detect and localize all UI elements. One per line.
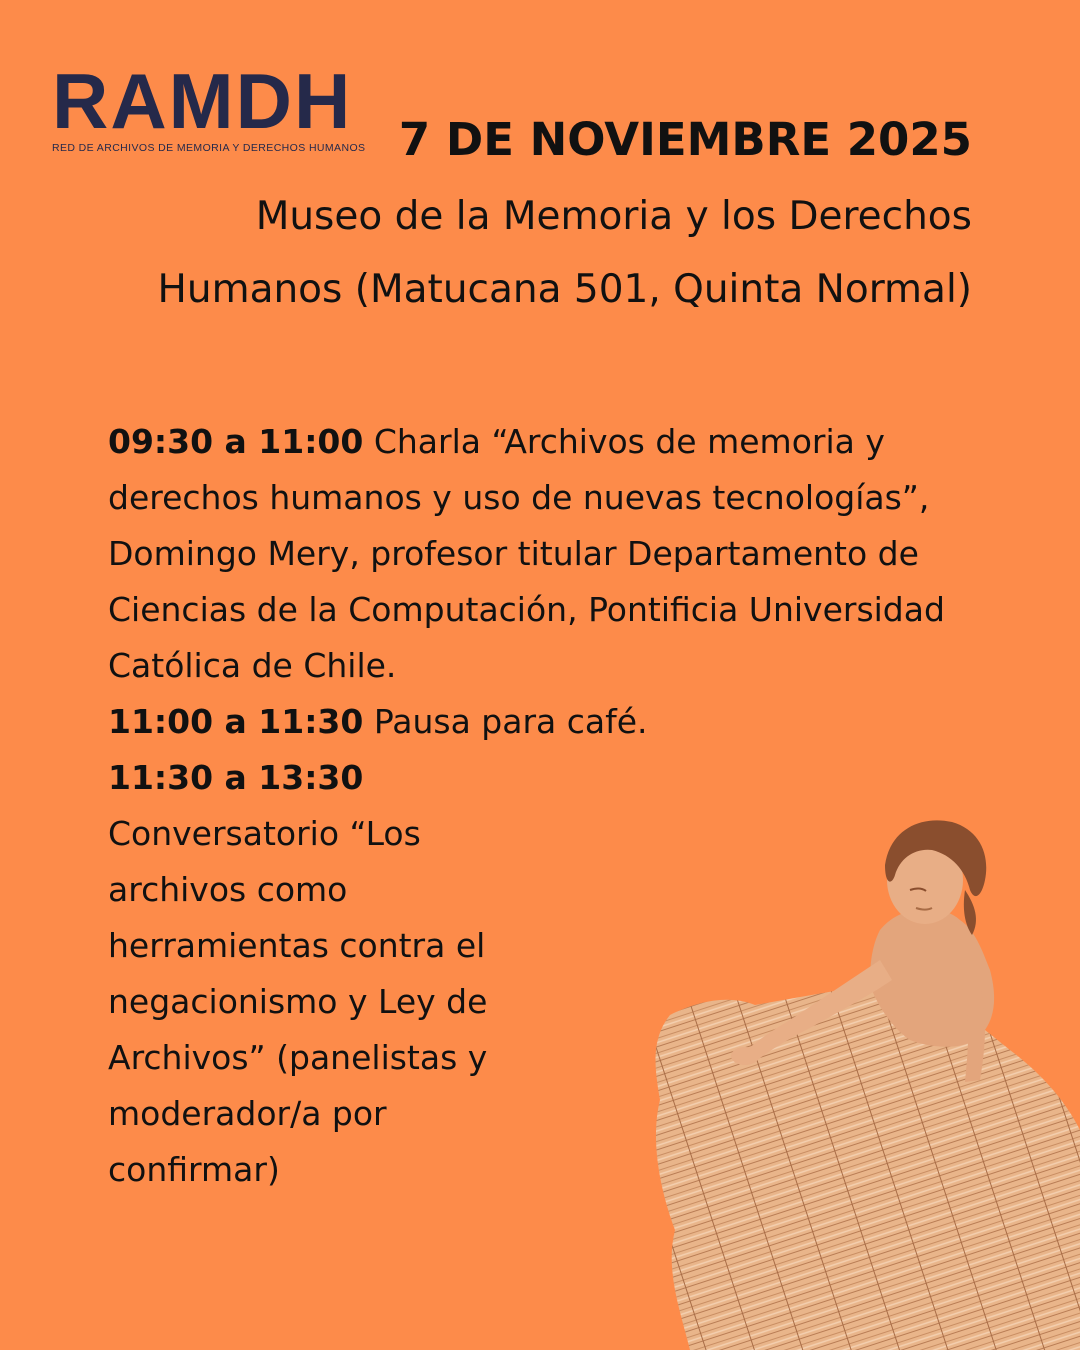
agenda-item bbox=[108, 414, 958, 694]
archive-photo bbox=[580, 810, 1080, 1350]
event-date: 7 DE NOVIEMBRE 2025 bbox=[398, 113, 972, 166]
ramdh-logo bbox=[52, 57, 372, 154]
agenda-time: 11:30 a 13:30 bbox=[108, 758, 364, 797]
agenda-item bbox=[108, 750, 958, 806]
logo-wordmark: RAMDH bbox=[52, 57, 353, 145]
agenda-description: Charla “Archivos de memoria y derechos humanos y uso de nuevas tecnologías”, Domingo Mery, profesor titular Departamento de Ciencias de la Computación, Pontificia Universidad Católica de Chile. bbox=[108, 422, 945, 685]
agenda-description: Pausa para café. bbox=[373, 702, 648, 741]
agenda-time: 09:30 a 11:00 bbox=[108, 422, 364, 461]
agenda-description: Conversatorio “Los archivos como herramientas contra el negacionismo y Ley de Archivos” (panelistas y moderador/a por confirmar) bbox=[108, 814, 488, 1189]
agenda-item bbox=[108, 694, 958, 750]
agenda-time: 11:00 a 11:30 bbox=[108, 702, 364, 741]
event-venue: Museo de la Memoria y los Derechos Humanos (Matucana 501, Quinta Normal) bbox=[157, 194, 972, 312]
logo-subtitle: RED DE ARCHIVOS DE MEMORIA Y DERECHOS HUMANOS bbox=[52, 142, 366, 154]
agenda-item-detail bbox=[108, 806, 548, 1198]
